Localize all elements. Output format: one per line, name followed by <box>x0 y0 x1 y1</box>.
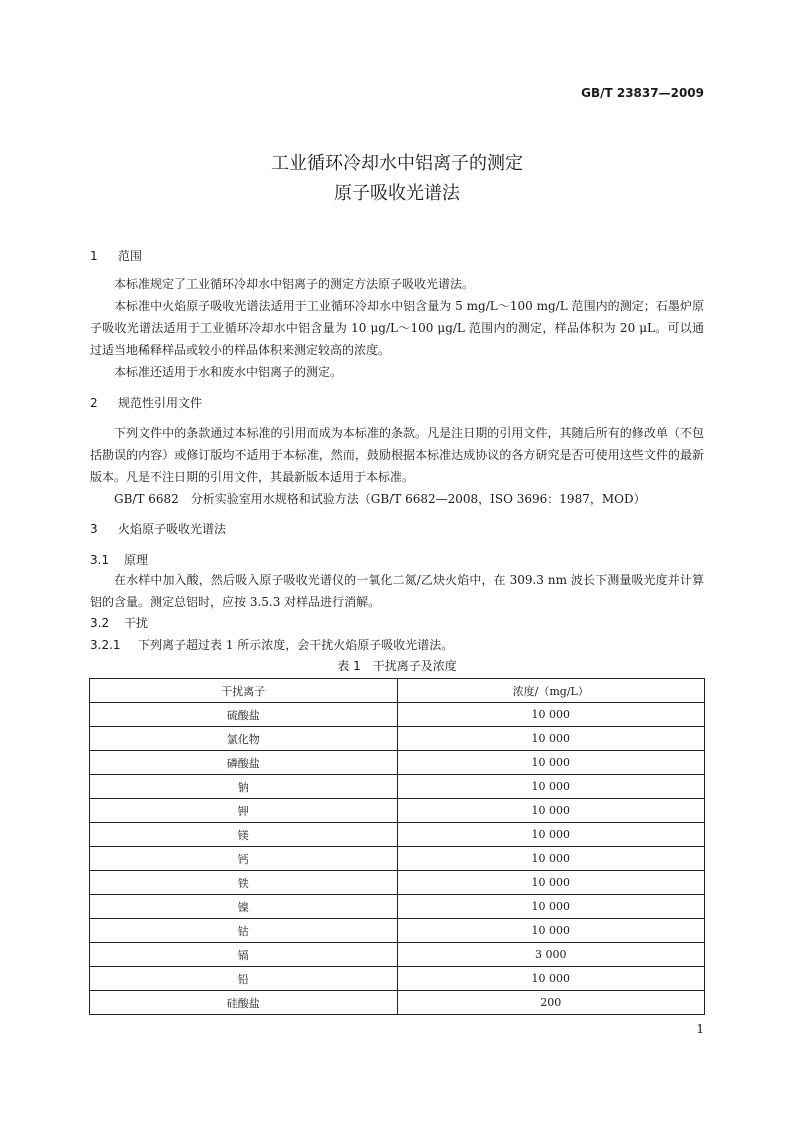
section-3-2-1 <box>90 634 704 656</box>
concentration-cell: 10 000 <box>397 703 705 727</box>
concentration-cell: 10 000 <box>397 871 705 895</box>
reference-item: GB/T 6682 分析实验室用水规格和试验方法（GB/T 6682—2008，ISO 3696：1987，MOD） <box>114 492 646 506</box>
page-number: 1 <box>696 1022 704 1036</box>
ion-cell: 钙 <box>90 847 398 871</box>
section-3-2-heading <box>90 615 148 631</box>
table-row <box>90 943 705 967</box>
section-title: 原理 <box>124 553 149 567</box>
column-header-concentration: 浓度/（mg/L） <box>397 679 705 703</box>
clause-number: 3.2.1 <box>90 638 121 652</box>
document-subtitle: 原子吸收光谱法 <box>334 183 460 204</box>
ion-cell: 镉 <box>90 943 398 967</box>
section-title: 规范性引用文件 <box>118 396 203 410</box>
document-title: 工业循环冷却水中铝离子的测定 <box>271 153 523 174</box>
ion-cell: 钾 <box>90 799 398 823</box>
ion-cell: 钴 <box>90 919 398 943</box>
section-title: 火焰原子吸收光谱法 <box>118 522 227 536</box>
table-header-row <box>90 679 705 703</box>
concentration-cell: 3 000 <box>397 943 705 967</box>
paragraph: 本标准中火焰原子吸收光谱法适用于工业循环冷却水中铝含量为 5 mg/L～100 mg/L 范围内的测定；石墨炉原子吸收光谱法适用于工业循环冷却水中铝含量为 10 μg/L～100 μg/L 范围内的测定，样品体积为 20 μL。可以通过适当地稀释样品或较小的样品体积来测定较高的浓度。 <box>90 299 704 357</box>
section-1-body <box>90 273 704 383</box>
interference-ions-table <box>89 678 705 1015</box>
ion-cell: 硅酸盐 <box>90 991 398 1015</box>
paragraph: 本标准还适用于水和废水中铝离子的测定。 <box>114 365 343 379</box>
table-row <box>90 967 705 991</box>
table-row <box>90 991 705 1015</box>
clause-text: 下列离子超过表 1 所示浓度，会干扰火焰原子吸收光谱法。 <box>138 638 454 652</box>
section-title: 干扰 <box>124 616 149 630</box>
section-title: 范围 <box>118 249 143 263</box>
section-3-heading <box>90 521 226 537</box>
section-2-heading <box>90 395 202 411</box>
table-row <box>90 727 705 751</box>
section-number: 3.1 <box>90 553 110 567</box>
concentration-cell: 10 000 <box>397 799 705 823</box>
concentration-cell: 10 000 <box>397 751 705 775</box>
ion-cell: 铅 <box>90 967 398 991</box>
paragraph: 在水样中加入酸，然后吸入原子吸收光谱仪的一氧化二氮/乙炔火焰中，在 309.3 nm 波长下测量吸光度并计算铝的含量。测定总铝时，应按 3.5.3 对样品进行消解。 <box>90 573 704 609</box>
ion-cell: 镍 <box>90 895 398 919</box>
column-header-ion: 干扰离子 <box>90 679 398 703</box>
section-1-heading <box>90 248 142 264</box>
concentration-cell: 10 000 <box>397 847 705 871</box>
ion-cell: 氯化物 <box>90 727 398 751</box>
table-row <box>90 895 705 919</box>
section-number: 1 <box>90 249 98 263</box>
concentration-cell: 200 <box>397 991 705 1015</box>
ion-cell: 钠 <box>90 775 398 799</box>
concentration-cell: 10 000 <box>397 895 705 919</box>
table-row <box>90 871 705 895</box>
concentration-cell: 10 000 <box>397 919 705 943</box>
table-row <box>90 751 705 775</box>
concentration-cell: 10 000 <box>397 775 705 799</box>
ion-cell: 镁 <box>90 823 398 847</box>
table-row <box>90 823 705 847</box>
ion-cell: 铁 <box>90 871 398 895</box>
table-row <box>90 919 705 943</box>
standard-number: GB/T 23837—2009 <box>581 86 704 100</box>
section-2-body <box>90 422 704 510</box>
table-row <box>90 703 705 727</box>
concentration-cell: 10 000 <box>397 967 705 991</box>
section-number: 3 <box>90 522 98 536</box>
concentration-cell: 10 000 <box>397 823 705 847</box>
section-3-1-heading <box>90 552 148 568</box>
table-caption: 表 1 干扰离子及浓度 <box>337 659 457 673</box>
ion-cell: 硫酸盐 <box>90 703 398 727</box>
section-3-1-body <box>90 569 704 613</box>
table-row <box>90 775 705 799</box>
ion-cell: 磷酸盐 <box>90 751 398 775</box>
concentration-cell: 10 000 <box>397 727 705 751</box>
table-row <box>90 847 705 871</box>
table-row <box>90 799 705 823</box>
paragraph: 下列文件中的条款通过本标准的引用而成为本标准的条款。凡是注日期的引用文件，其随后所有的修改单（不包括勘误的内容）或修订版均不适用于本标准，然而，鼓励根据本标准达成协议的各方研究是否可使用这些文件的最新版本。凡是不注日期的引用文件，其最新版本适用于本标准。 <box>90 426 704 484</box>
section-number: 3.2 <box>90 616 110 630</box>
paragraph: 本标准规定了工业循环冷却水中铝离子的测定方法原子吸收光谱法。 <box>114 277 475 291</box>
section-number: 2 <box>90 396 98 410</box>
